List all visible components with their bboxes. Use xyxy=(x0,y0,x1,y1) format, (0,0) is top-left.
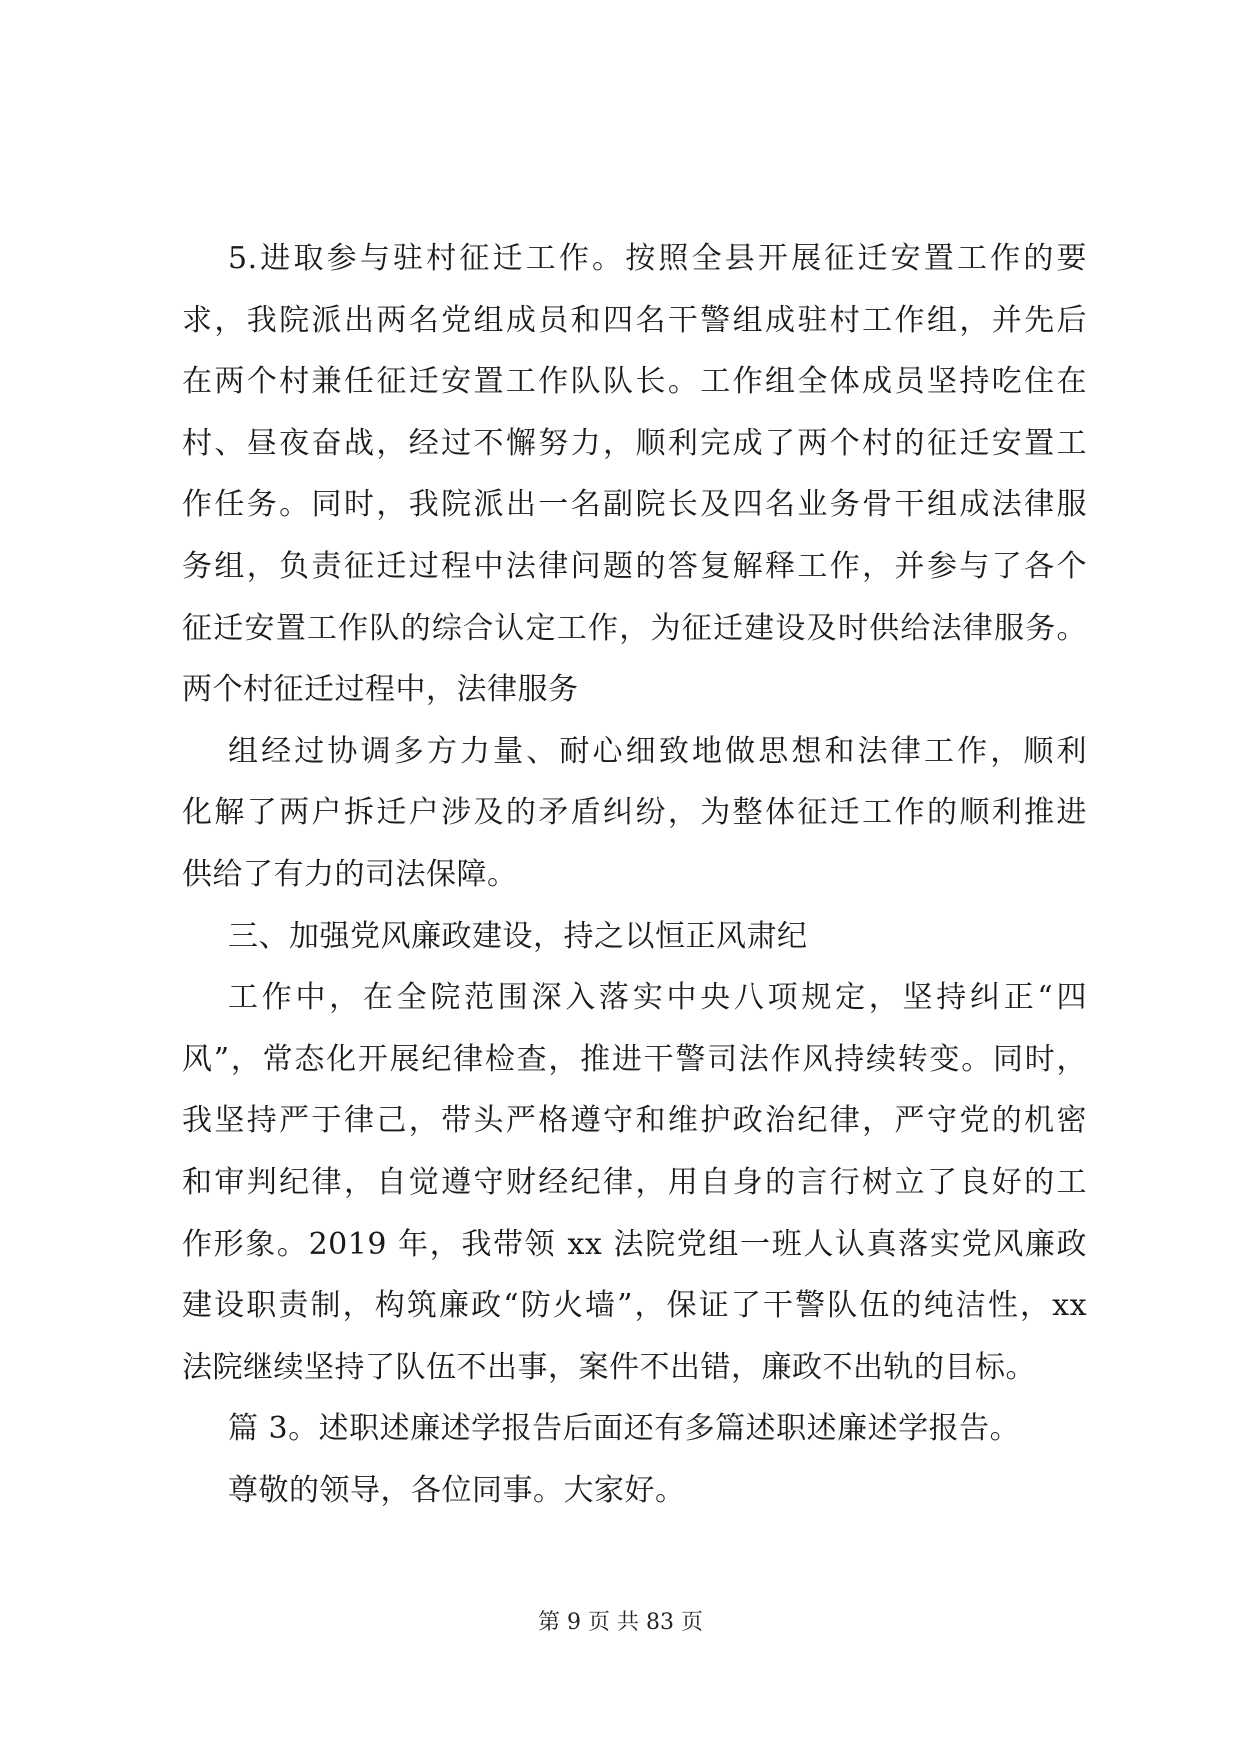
text-line: 组经过协调多方力量、耐心细致地做思想和法律工作，顺利 xyxy=(228,733,1087,769)
paragraph-discipline xyxy=(182,967,1087,1398)
text-line: 求，我院派出两名党组成员和四名干警组成驻村工作组，并先后 xyxy=(182,302,1087,338)
text-line: 5.进取参与驻村征迁工作。按照全县开展征迁安置工作的要 xyxy=(228,241,1087,276)
document-body xyxy=(182,228,1087,1521)
section-heading-3 xyxy=(182,906,1087,968)
text-line: 在两个村兼任征迁安置工作队队长。工作组全体成员坚持吃住在 xyxy=(182,364,1087,400)
text-line: 供给了有力的司法保障。 xyxy=(182,856,518,892)
paragraph-greeting xyxy=(182,1460,1087,1522)
text-line: 尊敬的领导，各位同事。大家好。 xyxy=(228,1472,686,1508)
page-number-footer: 第 9 页 共 83 页 xyxy=(538,1610,703,1635)
text-line: 我坚持严于律己，带头严格遵守和维护政治纪律，严守党的机密 xyxy=(182,1103,1087,1139)
text-line: 务组，负责征迁过程中法律问题的答复解释工作，并参与了各个 xyxy=(182,548,1087,584)
text-line: 征迁安置工作队的综合认定工作，为征迁建设及时供给法律服务。 xyxy=(182,610,1087,646)
text-line: 风”，常态化开展纪律检查，推进干警司法作风持续转变。同时， xyxy=(182,1041,1087,1077)
text-line: 法院继续坚持了队伍不出事，案件不出错，廉政不出轨的目标。 xyxy=(182,1349,1036,1385)
text-line: 篇 3。述职述廉述学报告后面还有多篇述职述廉述学报告。 xyxy=(228,1411,1021,1447)
text-line: 和审判纪律，自觉遵守财经纪律，用自身的言行树立了良好的工 xyxy=(182,1164,1087,1200)
section-heading: 三、加强党风廉政建设，持之以恒正风肃纪 xyxy=(228,918,808,954)
text-line: 作形象。2019 年，我带领 xx 法院党组一班人认真落实党风廉政 xyxy=(182,1226,1087,1262)
text-line: 作任务。同时，我院派出一名副院长及四名业务骨干组成法律服 xyxy=(182,487,1087,523)
text-line: 建设职责制，构筑廉政“防火墙”，保证了干警队伍的纯洁性，xx xyxy=(182,1288,1087,1324)
text-line: 工作中，在全院范围深入落实中央八项规定，坚持纠正“四 xyxy=(228,980,1087,1016)
text-line: 两个村征迁过程中，法律服务 xyxy=(182,672,579,708)
paragraph-5-village-relocation xyxy=(182,228,1087,721)
text-line: 村、昼夜奋战，经过不懈努力，顺利完成了两个村的征迁安置工 xyxy=(182,425,1087,461)
text-line: 化解了两户拆迁户涉及的矛盾纠纷，为整体征迁工作的顺利推进 xyxy=(182,795,1087,831)
paragraph-article-3 xyxy=(182,1398,1087,1460)
paragraph-legal-service-group xyxy=(182,721,1087,906)
